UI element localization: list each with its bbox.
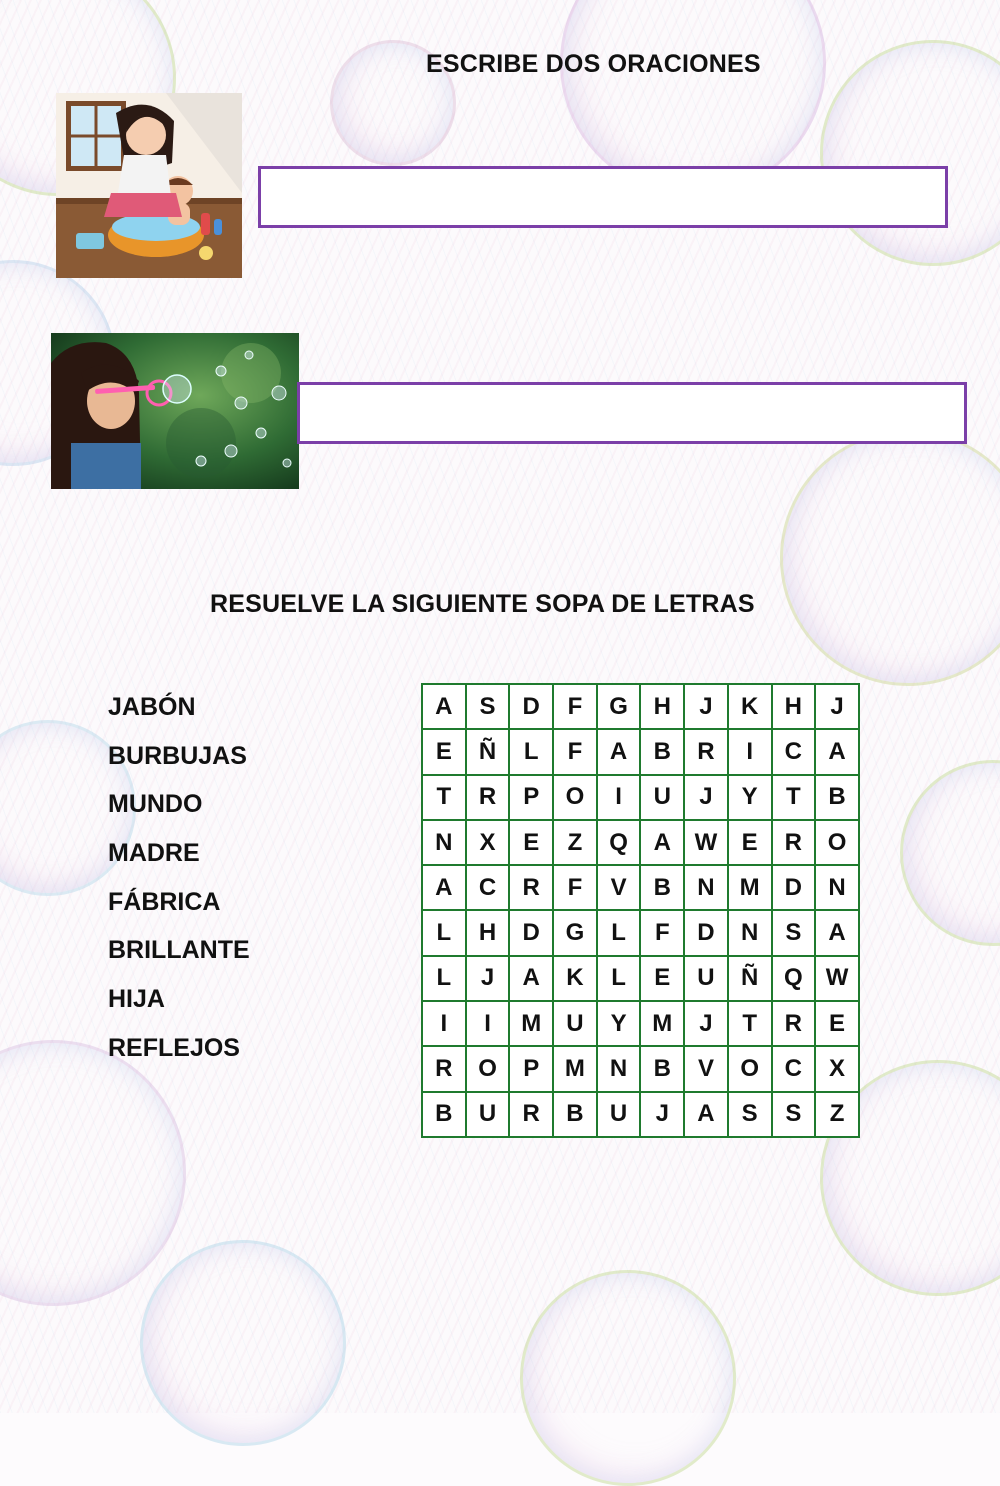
grid-cell[interactable]: H xyxy=(771,683,817,730)
grid-cell[interactable]: N xyxy=(683,864,729,911)
grid-cell[interactable]: T xyxy=(727,1000,773,1047)
mother-bathing-baby-illustration xyxy=(56,93,242,278)
grid-cell[interactable]: Q xyxy=(771,955,817,1002)
grid-cell[interactable]: A xyxy=(508,955,554,1002)
grid-cell[interactable]: E xyxy=(508,819,554,866)
word-list-item: HIJA xyxy=(108,985,165,1014)
grid-cell[interactable]: D xyxy=(508,909,554,956)
grid-cell[interactable]: R xyxy=(771,1000,817,1047)
grid-cell[interactable]: D xyxy=(508,683,554,730)
grid-cell[interactable]: H xyxy=(465,909,511,956)
grid-cell[interactable]: C xyxy=(771,1045,817,1092)
grid-cell[interactable]: U xyxy=(465,1091,511,1138)
grid-cell[interactable]: C xyxy=(771,728,817,775)
grid-cell[interactable]: I xyxy=(596,774,642,821)
grid-cell[interactable]: U xyxy=(596,1091,642,1138)
grid-cell[interactable]: P xyxy=(508,774,554,821)
word-list-item: JABÓN xyxy=(108,693,196,721)
grid-cell[interactable]: D xyxy=(683,909,729,956)
grid-cell[interactable]: V xyxy=(596,864,642,911)
grid-cell[interactable]: E xyxy=(639,955,685,1002)
grid-cell[interactable]: N xyxy=(596,1045,642,1092)
word-list-item: MADRE xyxy=(108,839,200,868)
grid-cell[interactable]: R xyxy=(771,819,817,866)
grid-cell[interactable]: P xyxy=(508,1045,554,1092)
grid-cell[interactable]: Z xyxy=(552,819,598,866)
grid-cell[interactable]: J xyxy=(639,1091,685,1138)
grid-cell[interactable]: O xyxy=(727,1045,773,1092)
grid-cell[interactable]: N xyxy=(814,864,860,911)
grid-cell[interactable]: L xyxy=(596,955,642,1002)
grid-cell[interactable]: K xyxy=(552,955,598,1002)
grid-cell[interactable]: I xyxy=(727,728,773,775)
grid-cell[interactable]: Y xyxy=(596,1000,642,1047)
grid-cell[interactable]: B xyxy=(421,1091,467,1138)
grid-cell[interactable]: W xyxy=(683,819,729,866)
grid-cell[interactable]: I xyxy=(421,1000,467,1047)
grid-cell[interactable]: L xyxy=(508,728,554,775)
word-list-item: BRILLANTE xyxy=(108,936,250,965)
grid-cell[interactable]: G xyxy=(596,683,642,730)
grid-cell[interactable]: A xyxy=(683,1091,729,1138)
word-list-item: REFLEJOS xyxy=(108,1033,240,1062)
grid-cell[interactable]: Ñ xyxy=(727,955,773,1002)
grid-cell[interactable]: A xyxy=(639,819,685,866)
grid-cell[interactable]: U xyxy=(683,955,729,1002)
grid-cell[interactable]: A xyxy=(814,728,860,775)
grid-cell[interactable]: B xyxy=(639,864,685,911)
section-title-wordsearch: RESUELVE LA SIGUIENTE SOPA DE LETRAS xyxy=(210,590,755,618)
grid-cell[interactable]: A xyxy=(596,728,642,775)
grid-cell[interactable]: H xyxy=(639,683,685,730)
grid-cell[interactable]: C xyxy=(465,864,511,911)
grid-cell[interactable]: D xyxy=(771,864,817,911)
word-list-item: FÁBRICA xyxy=(108,887,221,916)
grid-cell[interactable]: Z xyxy=(814,1091,860,1138)
grid-cell[interactable]: F xyxy=(552,728,598,775)
grid-cell[interactable]: S xyxy=(771,909,817,956)
grid-cell[interactable]: X xyxy=(814,1045,860,1092)
grid-cell[interactable]: N xyxy=(421,819,467,866)
grid-cell[interactable]: B xyxy=(639,1045,685,1092)
grid-cell[interactable]: J xyxy=(683,1000,729,1047)
grid-cell[interactable]: M xyxy=(639,1000,685,1047)
grid-cell[interactable]: O xyxy=(465,1045,511,1092)
grid-cell[interactable]: B xyxy=(814,774,860,821)
grid-cell[interactable]: Ñ xyxy=(465,728,511,775)
grid-cell[interactable]: O xyxy=(814,819,860,866)
grid-cell[interactable]: F xyxy=(639,909,685,956)
grid-cell[interactable]: U xyxy=(552,1000,598,1047)
grid-cell[interactable]: T xyxy=(771,774,817,821)
grid-cell[interactable]: L xyxy=(421,909,467,956)
grid-cell[interactable]: M xyxy=(508,1000,554,1047)
grid-cell[interactable]: T xyxy=(421,774,467,821)
word-list-item: BURBUJAS xyxy=(108,741,247,770)
grid-cell[interactable]: R xyxy=(508,864,554,911)
grid-cell[interactable]: E xyxy=(727,819,773,866)
grid-cell[interactable]: A xyxy=(421,864,467,911)
grid-cell[interactable]: N xyxy=(727,909,773,956)
grid-cell[interactable]: F xyxy=(552,683,598,730)
grid-cell[interactable]: M xyxy=(727,864,773,911)
section-title-sentences: ESCRIBE DOS ORACIONES xyxy=(426,50,761,78)
grid-cell[interactable]: S xyxy=(465,683,511,730)
grid-cell[interactable]: L xyxy=(421,955,467,1002)
grid-cell[interactable]: M xyxy=(552,1045,598,1092)
grid-cell[interactable]: A xyxy=(421,683,467,730)
grid-cell[interactable]: R xyxy=(465,774,511,821)
grid-cell[interactable]: F xyxy=(552,864,598,911)
wordsearch-grid xyxy=(421,683,860,1138)
word-list-item: MUNDO xyxy=(108,790,203,819)
grid-cell[interactable]: K xyxy=(727,683,773,730)
word-list xyxy=(108,688,250,1078)
girl-blowing-bubbles-photo xyxy=(51,333,299,489)
grid-cell[interactable]: O xyxy=(552,774,598,821)
grid-cell[interactable]: E xyxy=(421,728,467,775)
grid-cell[interactable]: S xyxy=(771,1091,817,1138)
grid-cell[interactable]: J xyxy=(683,683,729,730)
grid-cell[interactable]: Y xyxy=(727,774,773,821)
grid-cell[interactable]: B xyxy=(639,728,685,775)
grid-cell[interactable]: U xyxy=(639,774,685,821)
grid-cell[interactable]: J xyxy=(683,774,729,821)
answer-box-1[interactable] xyxy=(258,166,948,228)
grid-cell[interactable]: B xyxy=(552,1091,598,1138)
grid-cell[interactable]: V xyxy=(683,1045,729,1092)
grid-cell[interactable]: L xyxy=(596,909,642,956)
grid-cell[interactable]: X xyxy=(465,819,511,866)
grid-cell[interactable]: R xyxy=(683,728,729,775)
grid-cell[interactable]: A xyxy=(814,909,860,956)
grid-cell[interactable]: R xyxy=(508,1091,554,1138)
grid-cell[interactable]: S xyxy=(727,1091,773,1138)
grid-cell[interactable]: E xyxy=(814,1000,860,1047)
grid-cell[interactable]: Q xyxy=(596,819,642,866)
grid-cell[interactable]: J xyxy=(814,683,860,730)
grid-cell[interactable]: I xyxy=(465,1000,511,1047)
answer-box-2[interactable] xyxy=(297,382,967,444)
grid-cell[interactable]: W xyxy=(814,955,860,1002)
grid-cell[interactable]: R xyxy=(421,1045,467,1092)
grid-cell[interactable]: G xyxy=(552,909,598,956)
grid-cell[interactable]: J xyxy=(465,955,511,1002)
